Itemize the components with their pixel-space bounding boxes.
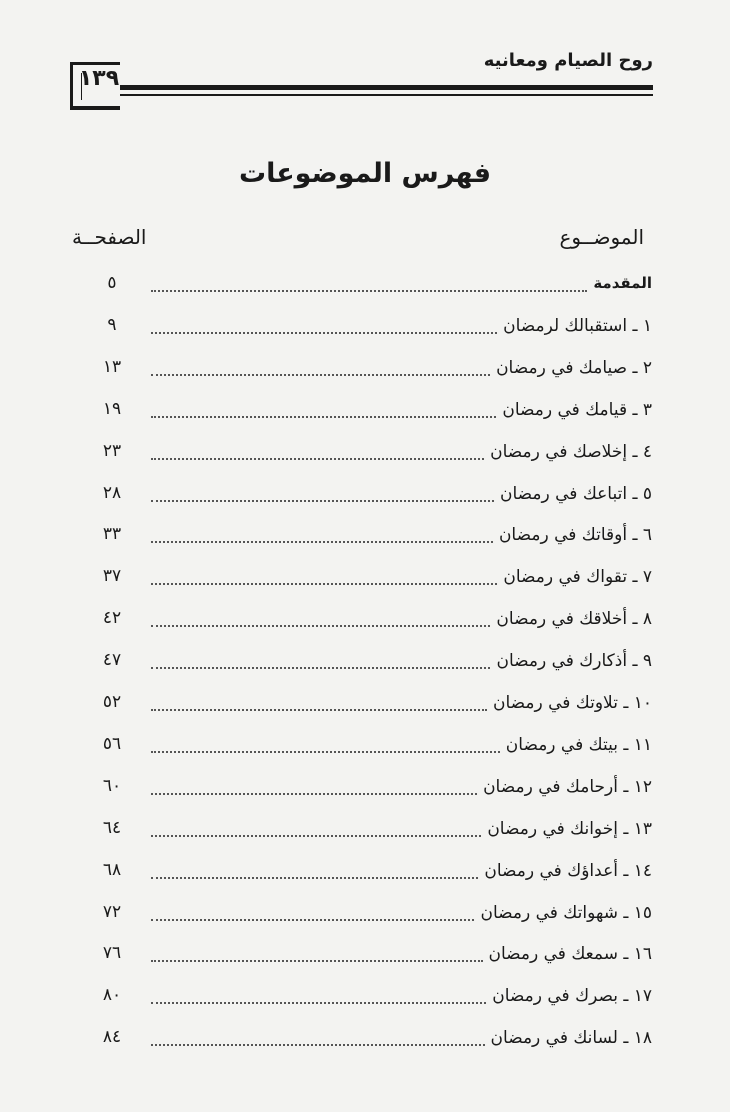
entry-title: ١١ ـ بيتك في رمضان — [505, 734, 652, 755]
entry-page-number: ٣٧ — [102, 566, 122, 587]
dot-leader — [151, 877, 478, 879]
entry-title: ٣ ـ قيامك في رمضان — [502, 399, 652, 420]
entry-page-number: ٦٨ — [102, 859, 122, 880]
contents-entry — [0, 733, 730, 763]
entry-title: ١٢ ـ أرحامك في رمضان — [483, 776, 652, 797]
contents-entry — [0, 440, 730, 470]
header-rule — [120, 85, 653, 90]
entry-title: ١٠ ـ تلاوتك في رمضان — [492, 693, 652, 713]
running-book-title: روح الصيام ومعانيه — [483, 50, 653, 71]
entry-title: ١٣ ـ إخوانك في رمضان — [487, 818, 652, 839]
header-rule-thin — [120, 94, 653, 96]
dot-leader — [151, 374, 490, 376]
dot-leader — [151, 1002, 486, 1004]
entry-title: ١٦ ـ سمعك في رمضان — [488, 944, 652, 965]
contents-entry — [0, 817, 730, 847]
dot-leader — [151, 1044, 485, 1046]
dot-leader — [151, 751, 500, 753]
entry-title: ٩ ـ أذكارك في رمضان — [496, 651, 652, 672]
entry-title: ٢ ـ صيامك في رمضان — [496, 357, 652, 378]
dot-leader — [151, 541, 493, 543]
entry-page-number: ٧٦ — [102, 943, 122, 964]
contents-entry — [0, 607, 730, 637]
column-heading-page: الصفحــة — [72, 225, 147, 249]
entry-page-number: ٤٢ — [102, 608, 122, 629]
entry-title: ١٧ ـ بصرك في رمضان — [492, 986, 652, 1007]
dot-leader — [151, 583, 497, 585]
entry-page-number: ٦٤ — [102, 817, 122, 838]
entry-page-number: ٣٣ — [102, 524, 122, 545]
entry-title: ١٥ ـ شهواتك في رمضان — [480, 902, 652, 923]
contents-entry — [0, 314, 730, 344]
dot-leader — [151, 458, 484, 460]
entry-page-number: ٧٢ — [102, 901, 122, 922]
dot-leader — [151, 290, 587, 292]
entry-page-number: ١٩ — [102, 398, 122, 419]
contents-entry — [0, 565, 730, 595]
contents-entry — [0, 1026, 730, 1056]
contents-entry — [0, 691, 730, 721]
contents-entry — [0, 859, 730, 889]
contents-entry — [0, 984, 730, 1014]
entry-page-number: ٨٠ — [102, 985, 122, 1006]
dot-leader — [151, 960, 483, 962]
contents-entry — [0, 942, 730, 972]
dot-leader — [151, 835, 481, 837]
dot-leader — [151, 793, 477, 795]
entry-page-number: ٢٣ — [102, 440, 122, 461]
dot-leader — [151, 667, 490, 669]
entry-title: ٥ ـ اتباعك في رمضان — [500, 483, 652, 504]
dot-leader — [151, 625, 490, 627]
dot-leader — [151, 919, 474, 921]
entry-page-number: ١٣ — [102, 356, 122, 377]
contents-entry — [0, 398, 730, 428]
contents-entry — [0, 775, 730, 805]
dot-leader — [151, 416, 496, 418]
entry-title: ١٤ ـ أعداؤك في رمضان — [484, 860, 652, 881]
entry-page-number: ٦٠ — [102, 775, 122, 796]
dot-leader — [151, 709, 487, 711]
entry-title: ٧ ـ تقواك في رمضان — [503, 567, 652, 588]
entry-title: ١٨ ـ لسانك في رمضان — [490, 1028, 652, 1049]
contents-entry — [0, 649, 730, 679]
entry-page-number: ٢٨ — [102, 482, 122, 503]
contents-entry — [0, 482, 730, 512]
dot-leader — [151, 332, 497, 334]
entry-page-number: ٥٦ — [102, 733, 122, 754]
entry-title: ٤ ـ إخلاصك في رمضان — [490, 441, 652, 462]
entry-page-number: ٥ — [107, 273, 117, 293]
entry-page-number: ٩ — [107, 314, 117, 335]
entry-title: ١ ـ استقبالك لرمضان — [503, 315, 652, 336]
contents-entry — [0, 272, 730, 302]
entry-title: ٨ ـ أخلاقك في رمضان — [496, 609, 652, 630]
entry-page-number: ٨٤ — [102, 1027, 122, 1048]
contents-entry — [0, 523, 730, 553]
entry-title: المقدمة — [593, 274, 652, 292]
contents-entry — [0, 356, 730, 386]
page-number: ١٣٩ — [78, 66, 120, 91]
entry-title: ٦ ـ أوقاتك في رمضان — [498, 525, 652, 546]
entry-page-number: ٥٢ — [102, 692, 122, 712]
entry-page-number: ٤٧ — [102, 650, 122, 671]
column-heading-topic: الموضــوع — [559, 225, 644, 249]
dot-leader — [151, 500, 494, 502]
contents-entry — [0, 901, 730, 931]
contents-title: فهرس الموضوعات — [238, 158, 492, 189]
